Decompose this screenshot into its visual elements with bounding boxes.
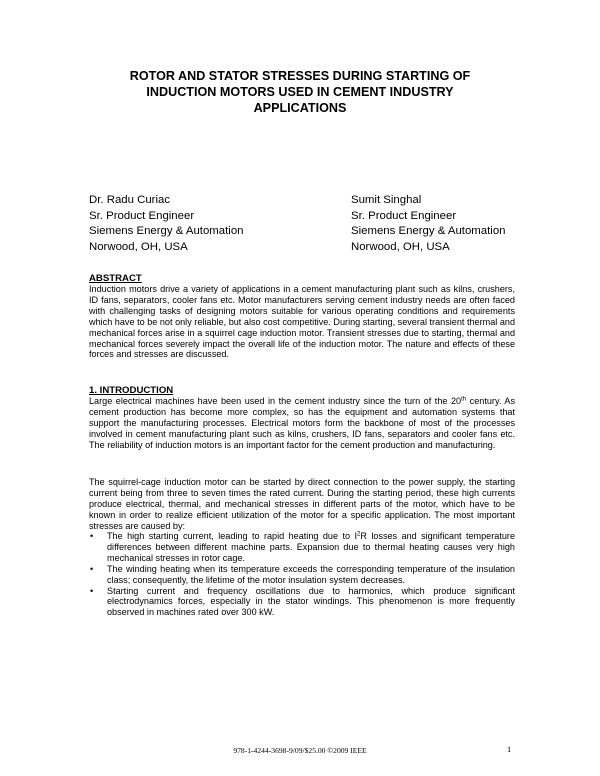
author-position: Sr. Product Engineer	[351, 209, 457, 222]
abstract-heading: ABSTRACT	[89, 273, 142, 284]
author-block-1	[89, 193, 244, 255]
title-line-1: ROTOR AND STATOR STRESSES DURING STARTING OF	[129, 69, 471, 83]
title-line-2: INDUCTION MOTORS USED IN CEMENT INDUSTRY	[146, 85, 454, 99]
list-item	[89, 564, 515, 586]
introduction-paragraph-1	[89, 396, 515, 451]
page-number: 1	[507, 745, 512, 754]
stress-causes-list	[89, 531, 515, 618]
intro-p1-text-b: century. As cement production has become more complex, so has the equipment and automation systems that support the manufacturing processes. Electrical motors form the backbone of most of the processes involved in cement manufacturing plant such as kilns, crushers, ID fans, separators and cooler fans etc. The reliability of induction motors is an important factor for the cement production and manufacturing.	[89, 396, 516, 450]
bullet-3-text: Starting current and frequency oscillations due to harmonics, which produce significant electrodynamics forces, especially in the stator windings. This phenomenon is more frequently observed in machines rated over 300 kW.	[107, 585, 515, 618]
list-item	[89, 586, 515, 619]
author-position: Sr. Product Engineer	[89, 209, 195, 222]
ordinal-superscript: th	[461, 396, 467, 403]
paper-title	[60, 68, 540, 116]
author-location: Norwood, OH, USA	[89, 240, 188, 253]
bullet-1-text-a: The high starting current, leading to rapid heating due to I	[107, 531, 357, 541]
exponent-superscript: 2	[356, 531, 361, 538]
bullet-icon: •	[90, 563, 94, 574]
bullet-1-text-b: R losses and significant temperature differences between different machine parts. Expansion due to thermal heating causes very high mechanical stresses in rotor cage.	[107, 531, 515, 563]
abstract-text: Induction motors drive a variety of applications in a cement manufacturing plant such as kilns, crushers, ID fans, separators, cooler fans etc. Motor manufacturers serving cement industry needs are often faced with challenging tasks of designing motors suitable for various operating conditions and requirements which have to be not only reliable, but also cost competitive. During starting, several transient thermal and mechanical forces arise in a squirrel cage induction motor. Transient stresses due to starting, thermal and mechanical forces severely impact the overall life of the induction motor. The nature and effects of these forces and stresses are discussed.	[89, 284, 515, 360]
introduction-paragraph-2: The squirrel-cage induction motor can be started by direct connection to the power supply, the starting current being from three to seven times the rated current. During the starting period, these high currents produce electrical, thermal, and mechanical stresses in different parts of the motor, which have to be known in order to realize efficient utilization of the motor for a specific application. The most important stresses are caused by:	[89, 477, 515, 531]
footer-copyright: 978-1-4244-3698-9/09/$25.00 ©2009 IEEE	[233, 746, 367, 755]
bullet-icon: •	[90, 585, 94, 596]
author-block-2	[351, 193, 506, 255]
author-company: Siemens Energy & Automation	[89, 225, 244, 237]
author-name: Sumit Singhal	[351, 194, 422, 206]
author-name: Dr. Radu Curiac	[89, 194, 171, 206]
bullet-icon: •	[90, 531, 94, 541]
author-company: Siemens Energy & Automation	[351, 225, 506, 237]
intro-p1-text-a: Large electrical machines have been used in the cement industry since the turn of the 20	[89, 396, 462, 406]
introduction-heading: 1. INTRODUCTION	[89, 385, 174, 396]
title-line-3: APPLICATIONS	[253, 101, 347, 115]
list-item	[89, 531, 515, 564]
bullet-2-text: The winding heating when its temperature exceeds the corresponding temperature of the insulation class; consequently, the lifetime of the motor insulation system decreases.	[107, 563, 515, 585]
author-location: Norwood, OH, USA	[351, 240, 450, 253]
